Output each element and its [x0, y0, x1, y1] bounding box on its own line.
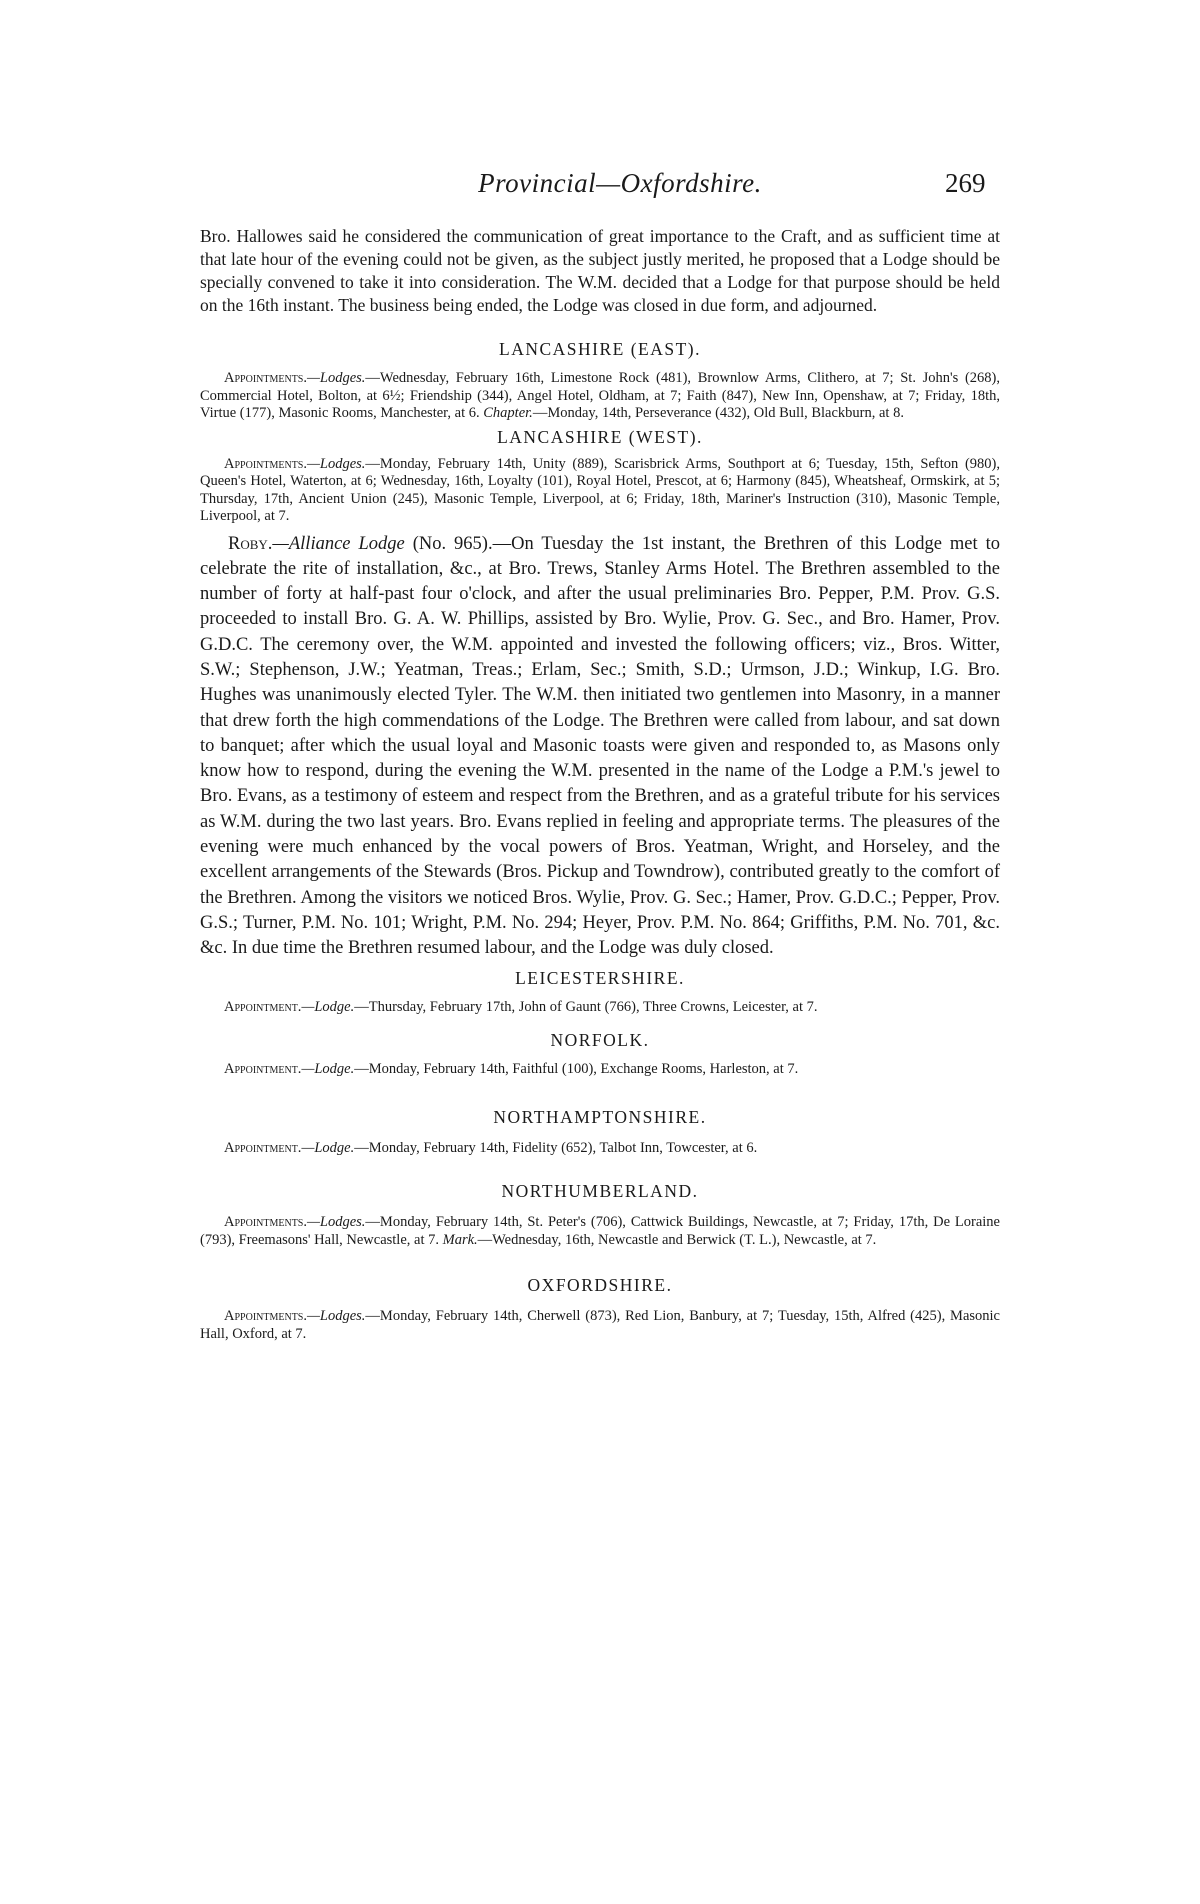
- appointments-body-mark: —Wednesday, 16th, Newcastle and Berwick (T. L.), Newcastle, at 7.: [477, 1231, 877, 1248]
- appointments-label: —Lodge.: [301, 1061, 355, 1078]
- appointments-lead: Appointments.: [224, 455, 307, 472]
- appointments-label: —Lodges.: [307, 1308, 366, 1325]
- appointments-norfolk: [200, 1061, 1000, 1079]
- appointments-body: —Wednesday, February 16th, Limestone Rock (481), Brownlow Arms, Clithero, at 7; St. John's (268), Commercial Hotel, Bolton, at 6½; Friendship (344), Angel Hotel, Oldham, at 7; Faith (847), New Inn, Openshaw, at 7; Friday, 18th, Virtue (177), Masonic Rooms, Manchester, at 6.: [200, 370, 1000, 421]
- appointments-lead: Appointment.: [224, 998, 302, 1015]
- section-heading-northumberland: NORTHUMBERLAND.: [501, 1181, 699, 1202]
- appointments-northumberland: [200, 1214, 1000, 1249]
- section-heading-lancashire-east: LANCASHIRE (EAST).: [499, 339, 701, 359]
- roby-lodge-name: —Alliance Lodge: [272, 533, 405, 554]
- appointments-lead: Appointments.: [224, 1308, 307, 1325]
- section-heading-leicestershire: LEICESTERSHIRE.: [515, 967, 685, 988]
- roby-report-paragraph: [200, 532, 1000, 962]
- roby-lead: Roby.: [228, 533, 273, 554]
- appointments-oxfordshire: [200, 1308, 1000, 1343]
- page-number: 269: [945, 168, 986, 198]
- running-title: Provincial—Oxfordshire.: [478, 168, 762, 198]
- appointments-body: —Thursday, February 17th, John of Gaunt (766), Three Crowns, Leicester, at 7.: [354, 998, 818, 1015]
- appointments-body-chapter: —Monday, 14th, Perseverance (432), Old Bull, Blackburn, at 8.: [532, 405, 904, 421]
- appointments-lancashire-east: [200, 370, 1000, 423]
- section-heading-oxfordshire: OXFORDSHIRE.: [527, 1275, 673, 1296]
- appointments-body: —Monday, February 14th, Unity (889), Scarisbrick Arms, Southport at 6; Tuesday, 15th, Sefton (980), Queen's Hotel, Waterton, at 6; Wednesday, 16th, Loyalty (101), Royal Hotel, Prescot, at 6; Harmony (845), Wheatsheaf, Ormskirk, at 5; Thursday, 17th, Ancient Union (245), Masonic Temple, Liverpool, at 6; Friday, 18th, Mariner's Instruction (310), Masonic Temple, Liverpool, at 7.: [200, 455, 1000, 524]
- appointments-lancashire-west: [200, 456, 1000, 526]
- appointments-label: —Lodge.: [301, 1139, 355, 1156]
- appointments-label-mark: Mark.: [442, 1231, 478, 1248]
- appointments-northamptonshire: [200, 1140, 1000, 1158]
- section-heading-norfolk: NORFOLK.: [550, 1030, 650, 1051]
- section-heading-lancashire-west: LANCASHIRE (WEST).: [497, 426, 703, 447]
- appointments-body: —Monday, February 14th, Cherwell (873), Red Lion, Banbury, at 7; Tuesday, 15th, Alfred (425), Masonic Hall, Oxford, at 7.: [200, 1308, 1000, 1342]
- appointments-lead: Appointment.: [224, 1139, 302, 1156]
- appointments-label-chapter: Chapter.: [483, 405, 533, 421]
- appointments-leicestershire: [200, 999, 1000, 1017]
- section-heading-northamptonshire: NORTHAMPTONSHIRE.: [493, 1106, 707, 1127]
- text-column: [200, 225, 1000, 1343]
- running-head: [0, 168, 1200, 208]
- appointments-lead: Appointments.: [224, 370, 307, 386]
- appointments-lead: Appointments.: [224, 1214, 307, 1231]
- appointments-lead: Appointment.: [224, 1061, 302, 1078]
- appointments-body: —Monday, February 14th, Fidelity (652), Talbot Inn, Towcester, at 6.: [354, 1139, 758, 1156]
- appointments-label: —Lodges.: [307, 1214, 366, 1231]
- appointments-label: —Lodge.: [301, 998, 355, 1015]
- appointments-label: —Lodges.: [307, 370, 366, 386]
- appointments-body: —Monday, February 14th, St. Peter's (706), Cattwick Buildings, Newcastle, at 7; Friday, 17th, De Loraine (793), Freemasons' Hall, Newcastle, at 7.: [200, 1214, 1000, 1248]
- appointments-label: —Lodges.: [307, 455, 366, 472]
- roby-report-text: (No. 965).—On Tuesday the 1st instant, the Brethren of this Lodge met to celebrate the rite of installation, &c., at Bro. Trews, Stanley Arms Hotel. The Brethren assembled to the number of forty at half-past four o'clock, and after the usual preliminaries Bro. Pepper, P.M. Prov. G.S. proceeded to install Bro. G. A. W. Phillips, assisted by Bro. Wylie, Prov. G. Sec., and Bro. Hamer, Prov. G.D.C. The ceremony over, the W.M. appointed and invested the following officers; viz., Bros. Witter, S.W.; Stephenson, J.W.; Yeatman, Treas.; Erlam, Sec.; Smith, S.D.; Urmson, J.D.; Winkup, I.G. Bro. Hughes was unanimously elected Tyler. The W.M. then initiated two gentlemen into Masonry, in a manner that drew forth the high commendations of the Lodge. The Brethren were called from labour, and sat down to banquet; after which the usual loyal and Masonic toasts were given and responded to, as Masons only know how to respond, during the evening the W.M. presented in the name of the Lodge a P.M.'s jewel to Bro. Evans, as a testimony of esteem and respect from the Brethren, and as a grateful tribute for his services as W.M. during the two last years. Bro. Evans replied in feeling and appropriate terms. The pleasures of the evening were much enhanced by the vocal powers of Bros. Yeatman, Wright, and Horseley, and the excellent arrangements of the Stewards (Bros. Pickup and Towndrow), contributed greatly to the comfort of the Brethren. Among the visitors we noticed Bros. Wylie, Prov. G. Sec.; Hamer, Prov. G.D.C.; Pepper, Prov. G.S.; Turner, P.M. No. 101; Wright, P.M. No. 294; Heyer, Prov. P.M. No. 864; Griffiths, P.M. No. 701, &c. &c. In due time the Brethren resumed labour, and the Lodge was duly closed.: [200, 533, 1001, 959]
- intro-paragraph: Bro. Hallowes said he considered the communication of great importance to the Craft, and as sufficient time at that late hour of the evening could not be given, as the subject justly merited, he proposed that a Lodge should be specially convened to take it into consideration. The W.M. decided that a Lodge for that purpose should be held on the 16th instant. The business being ended, the Lodge was closed in due form, and adjourned.: [200, 226, 1000, 315]
- appointments-body: —Monday, February 14th, Faithful (100), Exchange Rooms, Harleston, at 7.: [354, 1061, 799, 1078]
